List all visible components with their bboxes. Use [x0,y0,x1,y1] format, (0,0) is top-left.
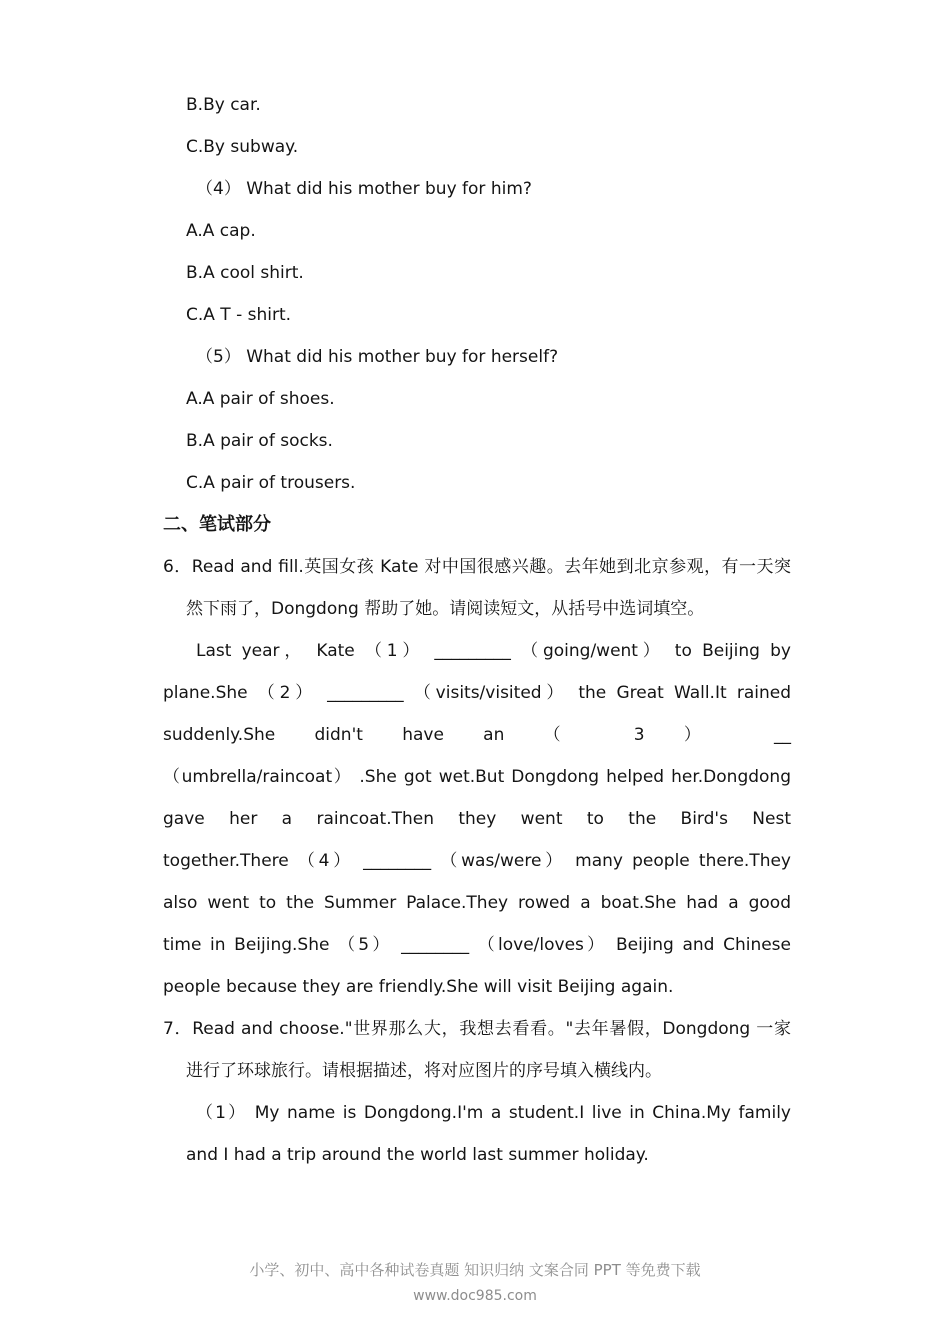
q6-passage-line: people because they are friendly.She will visit Beijing again. [163,977,674,997]
q6-passage-line: suddenly.She didn't have an （ 3 ） __ [163,725,791,745]
section-heading-written: 二、笔试部分 [163,514,271,535]
q5-option-b: B.A pair of socks. [186,431,333,451]
q6-passage [163,630,791,1008]
q6-intro: 6．Read and fill.英国女孩 Kate 对中国很感兴趣。去年她到北京参观，有一天突然下雨了，Dongdong 帮助了她。请阅读短文，从括号中选词填空。 [163,557,791,619]
q3-option-b: B.By car. [186,95,261,115]
q4-option-c: C.A T - shirt. [186,305,292,325]
q4-question: （4） What did his mother buy for him? [196,179,532,199]
q6-passage-line: Last year， Kate （1） _________ （going/went） to Beijing by [196,641,791,661]
q6-passage-line: gave her a raincoat.Then they went to the Bird's Nest [163,809,791,829]
q7-intro: 7．Read and choose."世界那么大，我想去看看。"去年暑假，Dongdong 一家 进行了环球旅行。请根据描述，将对应图片的序号填入横线内。 [163,1019,791,1081]
q6-passage-line: （umbrella/raincoat） .She got wet.But Dongdong helped her.Dongdong [163,767,791,787]
q7-item-1: （1） My name is Dongdong.I'm a student.I live in China.My family and I had a trip around the world last summer holiday. [186,1103,791,1165]
q3-option-c: C.By subway. [186,137,299,157]
q4-option-b: B.A cool shirt. [186,263,304,283]
q4-option-a: A.A cap. [186,221,256,241]
q5-option-a: A.A pair of shoes. [186,389,335,409]
q5-option-c: C.A pair of trousers. [186,473,356,493]
q6-passage-line: together.There （4） ________ （was/were） many people there.They [163,851,791,871]
q6-passage-line: plane.She （2） _________ （visits/visited） the Great Wall.It rained [163,683,791,703]
page-footer [0,1257,950,1308]
q6-passage-line: also went to the Summer Palace.They rowed a boat.She had a good [163,893,791,913]
footer-url: www.doc985.com [413,1288,537,1304]
q5-question: （5） What did his mother buy for herself? [196,347,559,367]
exam-content [163,84,791,1176]
q6-passage-line: time in Beijing.She （5） ________ （love/loves） Beijing and Chinese [163,935,791,955]
footer-note: 小学、初中、高中各种试卷真题 知识归纳 文案合同 PPT 等免费下载 [249,1261,701,1279]
